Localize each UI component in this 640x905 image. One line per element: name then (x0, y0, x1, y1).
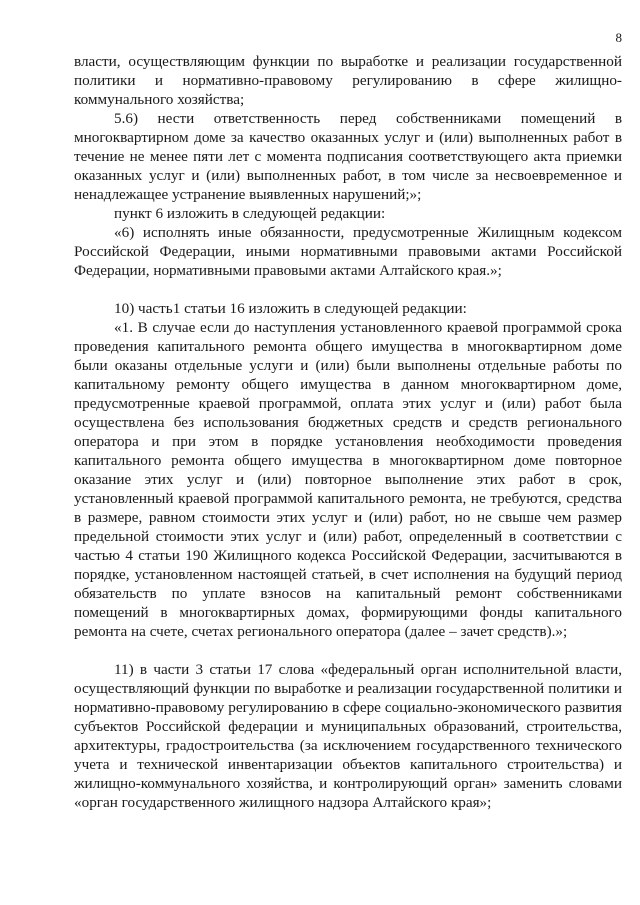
paragraph-item-10-text: «1. В случае если до наступления установленного краевой программой срока проведения капитального ремонта общего имущества в многоквартирном доме были оказаны отдельные услуги и (или) были выполнены отдельные работы по капитальному ремонту общего имущества в данном многоквартирном доме, предусмотренные краевой программой, оплата этих услуг и (или) работ была осуществлена без использования бюджетных средств и средств регионального оператора и при этом в порядке установления необходимости проведения капитального ремонта общего имущества в многоквартирном доме повторное оказание этих услуг и (или) повторное выполнение этих работ в срок, установленный краевой программой капитального ремонта, не требуются, средства в размере, равном стоимости этих услуг и (или) работ, но не свыше чем размер предельной стоимости этих услуг и (или) работ, определенный в соответствии с частью 4 статьи 190 Жилищного кодекса Российской Федерации, засчитываются в порядке, установленном настоящей статьей, в счет исполнения на будущий период обязательств по уплате взносов на капитальный ремонт собственниками помещений в многоквартирных домах, формирующими фонды капитального ремонта на счете, счетах регионального оператора (далее – зачет средств).»; (74, 319, 622, 640)
paragraph-item-11: 11) в части 3 статьи 17 слова «федеральный орган исполнительной власти, осуществляющий функции по выработке и реализации государственной политики и нормативно-правовому регулированию в сфере социально-экономического развития субъектов Российской федерации и муниципальных образований, строительства, архитектуры, градостроительства (за исключением государственного технического учета и технической инвентаризации объектов капитального строительства) и жилищно-коммунального хозяйства, и контролирующий орган» заменить словами «орган государственного жилищного надзора Алтайского края»; (74, 661, 622, 811)
document-body (74, 52, 622, 812)
paragraph-point-6-intro: пункт 6 изложить в следующей редакции: (114, 205, 386, 222)
paragraph-point-6-text: «6) исполнять иные обязанности, предусмотренные Жилищным кодексом Российской Федерации, иными нормативными правовыми актами Российской Федерации, нормативными правовыми актами Алтайского края.»; (74, 224, 622, 279)
paragraph-continuation: власти, осуществляющим функции по выработке и реализации государственной политики и нормативно-правовому регулированию в сфере жилищно-коммунального хозяйства; (74, 53, 622, 108)
paragraph-item-10-intro: 10) часть1 статьи 16 изложить в следующей редакции: (114, 300, 467, 317)
page-number: 8 (615, 30, 622, 45)
paragraph-item-5-6: 5.6) нести ответственность перед собственниками помещений в многоквартирном доме за качество оказанных услуг и (или) выполненных работ в течение не менее пяти лет с момента подписания соответствующего акта приемки оказанных услуг и (или) выполненных работ, в том числе за несвоевременное и ненадлежащее устранение выявленных нарушений;»; (74, 110, 622, 203)
